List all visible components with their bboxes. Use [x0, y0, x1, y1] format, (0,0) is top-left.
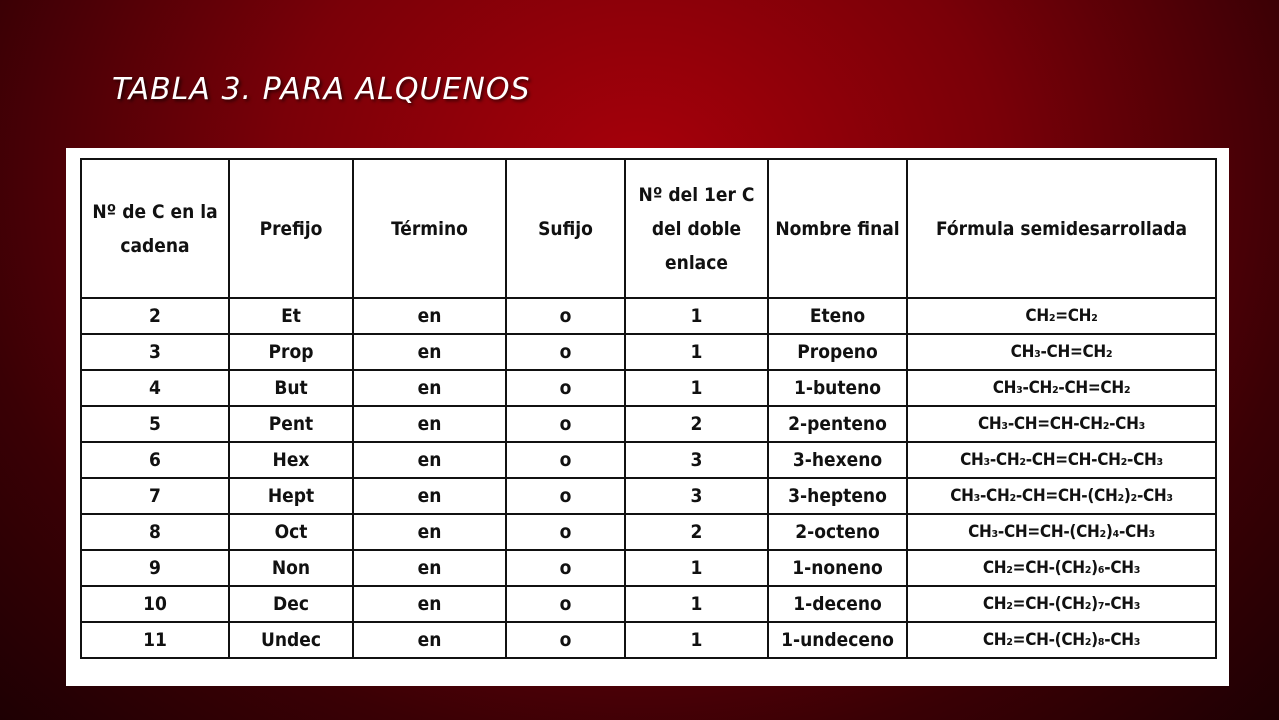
cell-sufijo: o: [506, 334, 625, 370]
cell-nombre: 1-deceno: [768, 586, 907, 622]
cell-posicion: 1: [625, 586, 768, 622]
header-nombre-final: Nombre final: [768, 159, 907, 298]
cell-prefijo: Oct: [229, 514, 353, 550]
cell-sufijo: o: [506, 478, 625, 514]
cell-sufijo: o: [506, 442, 625, 478]
cell-sufijo: o: [506, 514, 625, 550]
header-prefijo: Prefijo: [229, 159, 353, 298]
cell-sufijo: o: [506, 298, 625, 334]
cell-num-carbonos: 10: [81, 586, 229, 622]
cell-prefijo: Prop: [229, 334, 353, 370]
cell-formula: CH₃-CH₂-CH=CH₂: [907, 370, 1216, 406]
cell-num-carbonos: 4: [81, 370, 229, 406]
cell-posicion: 1: [625, 370, 768, 406]
cell-posicion: 3: [625, 442, 768, 478]
cell-num-carbonos: 7: [81, 478, 229, 514]
alquenos-table: [80, 158, 1217, 659]
cell-termino: en: [353, 334, 506, 370]
cell-termino: en: [353, 442, 506, 478]
cell-nombre: 1-buteno: [768, 370, 907, 406]
table-row: [81, 406, 1216, 442]
cell-termino: en: [353, 550, 506, 586]
table-row: [81, 586, 1216, 622]
cell-prefijo: Hept: [229, 478, 353, 514]
cell-prefijo: Dec: [229, 586, 353, 622]
cell-termino: en: [353, 370, 506, 406]
cell-sufijo: o: [506, 586, 625, 622]
cell-posicion: 1: [625, 298, 768, 334]
cell-termino: en: [353, 478, 506, 514]
header-formula: Fórmula semidesarrollada: [907, 159, 1216, 298]
cell-prefijo: Et: [229, 298, 353, 334]
cell-nombre: 2-penteno: [768, 406, 907, 442]
cell-num-carbonos: 5: [81, 406, 229, 442]
cell-nombre: 1-undeceno: [768, 622, 907, 658]
cell-formula: CH₂=CH₂: [907, 298, 1216, 334]
cell-nombre: 1-noneno: [768, 550, 907, 586]
cell-sufijo: o: [506, 622, 625, 658]
cell-sufijo: o: [506, 370, 625, 406]
cell-posicion: 2: [625, 514, 768, 550]
cell-prefijo: Non: [229, 550, 353, 586]
cell-formula: CH₂=CH-(CH₂)₈-CH₃: [907, 622, 1216, 658]
cell-posicion: 1: [625, 622, 768, 658]
table-row: [81, 370, 1216, 406]
cell-num-carbonos: 3: [81, 334, 229, 370]
cell-num-carbonos: 2: [81, 298, 229, 334]
header-termino: Término: [353, 159, 506, 298]
cell-formula: CH₃-CH₂-CH=CH-(CH₂)₂-CH₃: [907, 478, 1216, 514]
cell-termino: en: [353, 514, 506, 550]
cell-prefijo: Pent: [229, 406, 353, 442]
cell-formula: CH₂=CH-(CH₂)₆-CH₃: [907, 550, 1216, 586]
cell-prefijo: Hex: [229, 442, 353, 478]
table-row: [81, 334, 1216, 370]
cell-posicion: 2: [625, 406, 768, 442]
cell-num-carbonos: 11: [81, 622, 229, 658]
cell-prefijo: Undec: [229, 622, 353, 658]
cell-formula: CH₃-CH=CH-(CH₂)₄-CH₃: [907, 514, 1216, 550]
cell-nombre: Eteno: [768, 298, 907, 334]
table-row: [81, 478, 1216, 514]
cell-posicion: 1: [625, 334, 768, 370]
cell-posicion: 3: [625, 478, 768, 514]
cell-num-carbonos: 8: [81, 514, 229, 550]
table-row: [81, 442, 1216, 478]
cell-posicion: 1: [625, 550, 768, 586]
cell-formula: CH₃-CH₂-CH=CH-CH₂-CH₃: [907, 442, 1216, 478]
cell-nombre: 3-hexeno: [768, 442, 907, 478]
cell-nombre: 3-hepteno: [768, 478, 907, 514]
cell-prefijo: But: [229, 370, 353, 406]
cell-sufijo: o: [506, 406, 625, 442]
alquenos-table-panel: [66, 148, 1229, 686]
cell-nombre: Propeno: [768, 334, 907, 370]
header-sufijo: Sufijo: [506, 159, 625, 298]
cell-termino: en: [353, 298, 506, 334]
header-posicion-doble-enlace: Nº del 1er C del doble enlace: [625, 159, 768, 298]
table-row: [81, 622, 1216, 658]
header-num-carbonos: Nº de C en la cadena: [81, 159, 229, 298]
cell-termino: en: [353, 622, 506, 658]
table-row: [81, 514, 1216, 550]
table-row: [81, 298, 1216, 334]
slide-title: TABLA 3. PARA ALQUENOS: [112, 72, 531, 107]
cell-termino: en: [353, 406, 506, 442]
cell-formula: CH₂=CH-(CH₂)₇-CH₃: [907, 586, 1216, 622]
cell-num-carbonos: 6: [81, 442, 229, 478]
table-row: [81, 550, 1216, 586]
table-header-row: [81, 159, 1216, 298]
cell-termino: en: [353, 586, 506, 622]
cell-formula: CH₃-CH=CH-CH₂-CH₃: [907, 406, 1216, 442]
cell-formula: CH₃-CH=CH₂: [907, 334, 1216, 370]
cell-sufijo: o: [506, 550, 625, 586]
cell-nombre: 2-octeno: [768, 514, 907, 550]
cell-num-carbonos: 9: [81, 550, 229, 586]
